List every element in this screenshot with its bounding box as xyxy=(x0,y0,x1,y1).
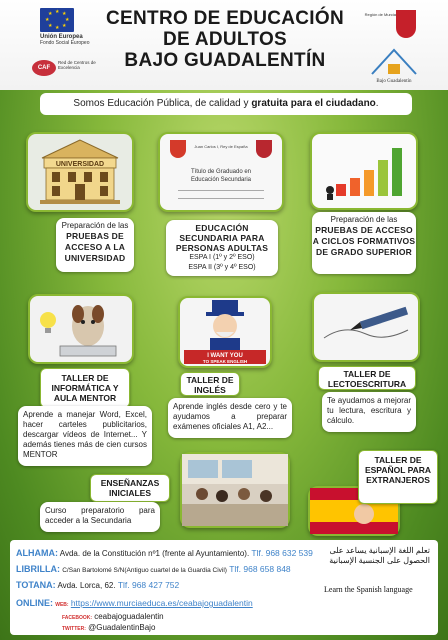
poster-text: I WANT YOU xyxy=(207,353,243,359)
ciclos-image xyxy=(310,132,418,210)
cert-title: Título de Graduado en Educación Secundaria xyxy=(190,169,252,183)
informatica-title: TALLER DE INFORMÁTICA Y AULA MENTOR xyxy=(40,368,130,408)
contact-address: C/San Bartolomé S/N(Antiguo cuartel de la Guardia Civil) xyxy=(62,567,227,574)
classroom-icon xyxy=(182,454,288,526)
online-label: ONLINE: xyxy=(16,598,53,608)
growth-bars-icon xyxy=(312,134,416,208)
arabic-text: تعلم اللغة الإسبانية يساعد على الحصول على الجنسية الإسبانية xyxy=(329,546,430,565)
university-sign: UNIVERSIDAD xyxy=(55,161,105,168)
universidad-intro: Preparación de las xyxy=(61,221,129,230)
iniciales-desc: Curso preparatorio para acceder a la Secundaria xyxy=(40,502,160,532)
contact-phone: Tlf. 968 632 539 xyxy=(251,548,313,558)
eso-certificate-image xyxy=(158,132,284,212)
universidad-title: PRUEBAS DE ACCESO A LA UNIVERSIDAD xyxy=(64,231,126,263)
contact-totana xyxy=(16,580,179,590)
lecto-image xyxy=(312,292,420,362)
universidad-image xyxy=(26,132,134,212)
web-link[interactable]: https://www.murciaeduca.es/ceabajoguadalentin xyxy=(70,598,253,608)
slogan-end: . xyxy=(375,98,379,109)
eso-title: EDUCACIÓN SECUNDARIA PARA PERSONAS ADULTAS xyxy=(175,223,269,253)
slogan-plain: Somos Educación Pública, de calidad y xyxy=(73,98,252,109)
murcia-text: Región de Murcia xyxy=(364,12,396,17)
contact-alhama xyxy=(16,548,313,558)
uncle-sam-icon xyxy=(180,298,270,366)
classroom-photo xyxy=(180,452,290,528)
page-title: CENTRO DE EDUCACIÓN DE ADULTOS BAJO GUADALENTÍN xyxy=(106,8,344,71)
poster-sub: TO SPEAK ENGLISH xyxy=(202,359,248,364)
eu-text: Unión Europea Fondo Social Europeo xyxy=(40,34,90,46)
slogan xyxy=(40,93,412,115)
slogan-bold: gratuita para el ciudadano xyxy=(251,98,376,109)
header xyxy=(0,0,448,90)
ingles-title: TALLER DE INGLÉS xyxy=(180,372,240,396)
ciclos-title: PRUEBAS DE ACCESO A CICLOS FORMATIVOS DE GRADO SUPERIOR xyxy=(312,225,416,257)
twitter-label: TWITTER: xyxy=(62,626,86,632)
caf-text: Red de Centros de Excelencia xyxy=(58,60,96,70)
contact-address: Avda. Lorca, 62. xyxy=(57,581,116,590)
online-twitter xyxy=(62,623,155,632)
contact-address: Avda. de la Constitución nº1 (frente al Ayuntamiento). xyxy=(59,549,250,558)
cea-logo-icon xyxy=(368,44,420,84)
eso-line1: ESPA I (1º y 2º ESO) xyxy=(189,254,255,261)
informatica-image xyxy=(28,294,134,364)
eso-line2: ESPA II (3º y 4º ESO) xyxy=(188,264,256,271)
web-label: WEB: xyxy=(55,602,69,608)
contact-town: LIBRILLA: xyxy=(16,564,60,574)
iniciales-title: ENSEÑANZAS INICIALES xyxy=(90,474,170,502)
facebook-label: FACEBOOK: xyxy=(62,615,92,621)
lecto-title: TALLER DE LECTOESCRITURA xyxy=(318,366,416,390)
online-web xyxy=(16,598,253,608)
ciclos-text xyxy=(312,212,416,274)
dog-laptop-icon xyxy=(30,296,132,362)
english-text: Learn the Spanish language xyxy=(324,585,413,594)
informatica-desc: Aprende a manejar Word, Excel, hacer carteles publicitarios, descargar vídeos de Internet... Y además tienes más de cien cursos MENTOR xyxy=(18,406,152,466)
facebook-link[interactable]: ceabajoguadalentin xyxy=(94,612,164,621)
university-building-icon xyxy=(28,134,132,210)
ingles-image xyxy=(178,296,272,368)
twitter-link[interactable]: @GuadalentinBajo xyxy=(88,623,156,632)
contact-librilla xyxy=(16,564,291,574)
ingles-desc: Aprende inglés desde cero y te ayudamos a preparar exámenes oficiales A1, A2... xyxy=(168,398,292,438)
contact-phone: Tlf. 968 427 752 xyxy=(117,580,180,590)
contact-phone: Tlf. 968 658 848 xyxy=(229,564,291,574)
online-facebook xyxy=(62,612,164,621)
ciclos-intro: Preparación de las xyxy=(330,215,398,224)
murcia-crest-icon-small xyxy=(256,140,272,158)
cert-header: Juan Carlos I, Rey de España xyxy=(194,144,248,149)
caf-logo: CAF xyxy=(32,60,56,76)
eso-text xyxy=(166,220,278,276)
lecto-desc: Te ayudamos a mejorar tu lectura, escritura y cálculo. xyxy=(322,392,416,432)
contact-town: TOTANA: xyxy=(16,580,56,590)
espanol-title: TALLER DE ESPAÑOL PARA EXTRANJEROS xyxy=(358,450,438,504)
spain-crest-icon xyxy=(170,140,186,158)
pen-writing-icon xyxy=(314,294,418,360)
universidad-text xyxy=(56,218,134,272)
murcia-crest-icon xyxy=(396,10,416,38)
cea-logo-text: Bajo Guadalentín xyxy=(376,79,412,84)
contact-town: ALHAMA: xyxy=(16,548,58,558)
eu-flag-icon: ★ ★ ★ ★ ★ ★ ★ ★ xyxy=(40,8,74,32)
